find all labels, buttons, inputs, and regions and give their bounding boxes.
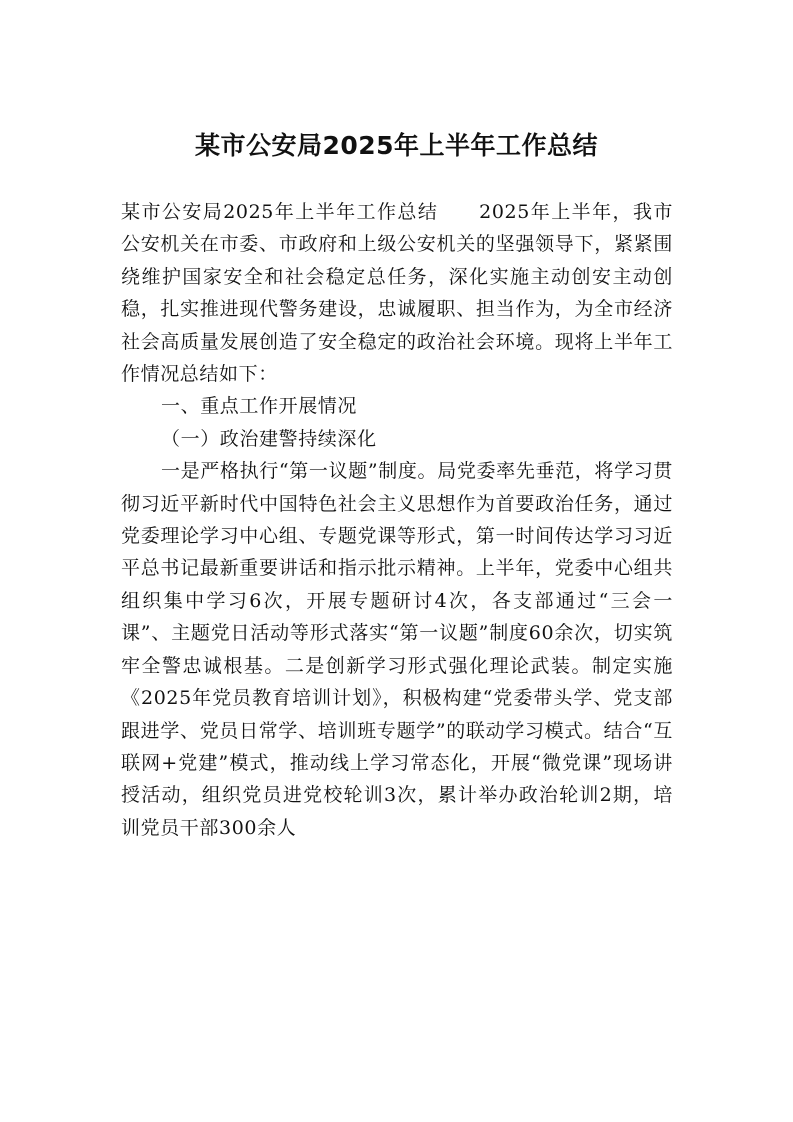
document-body: [121, 196, 673, 844]
intro-paragraph: 某市公安局2025年上半年工作总结 2025年上半年，我市公安机关在市委、市政府和上级公安机关的坚强领导下，紧紧围绕维护国家安全和社会稳定总任务，深化实施主动创安主动创稳，扎实推进现代警务建设，忠诚履职、担当作为，为全市经济社会高质量发展创造了安全稳定的政治社会环境。现将上半年工作情况总结如下：: [121, 201, 673, 386]
body-paragraph: 一是严格执行“第一议题”制度。局党委率先垂范，将学习贯彻习近平新时代中国特色社会主义思想作为首要政治任务，通过党委理论学习中心组、专题党课等形式，第一时间传达学习习近平总书记最新重要讲话和指示批示精神。上半年，党委中心组共组织集中学习6次，开展专题研讨4次，各支部通过“三会一课”、主题党日活动等形式落实“第一议题”制度60余次，切实筑牢全警忠诚根基。二是创新学习形式强化理论武装。制定实施《2025年党员教育培训计划》，积极构建“党委带头学、党支部跟进学、党员日常学、培训班专题学”的联动学习模式。结合“互联网+党建”模式，推动线上学习常态化，开展“微党课”现场讲授活动，组织党员进党校轮训3次，累计举办政治轮训2期，培训党员干部300余人: [121, 460, 673, 839]
document-title: 某市公安局2025年上半年工作总结: [194, 131, 599, 160]
section-heading: 一、重点工作开展情况: [161, 395, 358, 418]
subsection-heading: （一）政治建警持续深化: [161, 427, 377, 450]
